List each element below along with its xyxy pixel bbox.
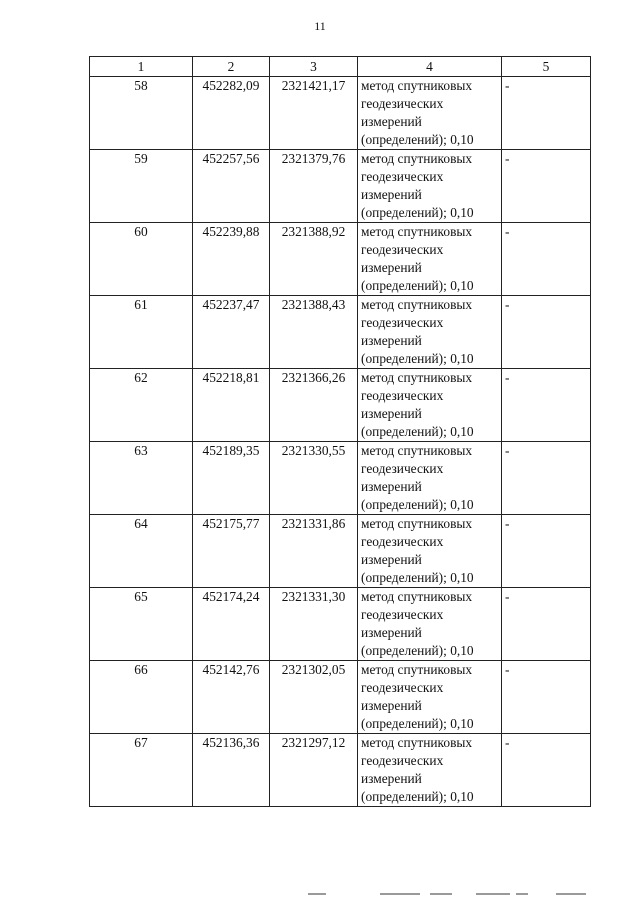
- method-line: (определений); 0,10: [361, 716, 474, 731]
- x-coordinate-cell: 452218,81: [193, 369, 270, 442]
- note-cell: -: [502, 77, 591, 150]
- method-line: измерений: [361, 260, 422, 275]
- point-number-cell: 61: [90, 296, 193, 369]
- method-cell: [358, 369, 502, 442]
- y-coordinate-cell: 2321302,05: [270, 661, 358, 734]
- point-number-cell: 67: [90, 734, 193, 807]
- note-cell: -: [502, 734, 591, 807]
- column-header: 4: [358, 57, 502, 77]
- method-line: геодезических: [361, 169, 444, 184]
- x-coordinate-cell: 452189,35: [193, 442, 270, 515]
- method-cell: [358, 661, 502, 734]
- method-line: геодезических: [361, 315, 444, 330]
- method-line: метод спутниковых: [361, 151, 473, 166]
- y-coordinate-cell: 2321366,26: [270, 369, 358, 442]
- x-coordinate-cell: 452257,56: [193, 150, 270, 223]
- method-line: метод спутниковых: [361, 297, 473, 312]
- method-line: метод спутниковых: [361, 662, 473, 677]
- page-number: 11: [314, 19, 326, 33]
- point-number-cell: 63: [90, 442, 193, 515]
- method-line: (определений); 0,10: [361, 789, 474, 804]
- y-coordinate-cell: 2321330,55: [270, 442, 358, 515]
- point-number-cell: 58: [90, 77, 193, 150]
- note-cell: -: [502, 442, 591, 515]
- method-line: геодезических: [361, 242, 444, 257]
- column-header: 2: [193, 57, 270, 77]
- method-line: геодезических: [361, 534, 444, 549]
- column-header: 3: [270, 57, 358, 77]
- method-line: измерений: [361, 552, 422, 567]
- table-row: [90, 150, 591, 223]
- method-line: (определений); 0,10: [361, 351, 474, 366]
- method-line: измерений: [361, 771, 422, 786]
- method-line: (определений); 0,10: [361, 424, 474, 439]
- method-cell: [358, 296, 502, 369]
- method-line: геодезических: [361, 753, 444, 768]
- method-line: измерений: [361, 479, 422, 494]
- note-cell: -: [502, 223, 591, 296]
- note-cell: -: [502, 588, 591, 661]
- method-line: (определений); 0,10: [361, 205, 474, 220]
- method-line: измерений: [361, 187, 422, 202]
- note-cell: -: [502, 369, 591, 442]
- method-line: метод спутниковых: [361, 443, 473, 458]
- method-line: геодезических: [361, 680, 444, 695]
- y-coordinate-cell: 2321331,86: [270, 515, 358, 588]
- column-header: 5: [502, 57, 591, 77]
- method-line: метод спутниковых: [361, 224, 473, 239]
- method-line: измерений: [361, 406, 422, 421]
- method-line: (определений); 0,10: [361, 643, 474, 658]
- x-coordinate-cell: 452237,47: [193, 296, 270, 369]
- method-cell: [358, 734, 502, 807]
- table-body: [90, 77, 591, 807]
- table-row: [90, 369, 591, 442]
- x-coordinate-cell: 452239,88: [193, 223, 270, 296]
- method-line: измерений: [361, 698, 422, 713]
- method-cell: [358, 588, 502, 661]
- point-number-cell: 64: [90, 515, 193, 588]
- method-line: (определений); 0,10: [361, 497, 474, 512]
- method-line: измерений: [361, 333, 422, 348]
- method-line: метод спутниковых: [361, 78, 473, 93]
- note-cell: -: [502, 661, 591, 734]
- y-coordinate-cell: 2321379,76: [270, 150, 358, 223]
- x-coordinate-cell: 452175,77: [193, 515, 270, 588]
- point-number-cell: 60: [90, 223, 193, 296]
- table-row: [90, 515, 591, 588]
- method-line: (определений); 0,10: [361, 570, 474, 585]
- method-line: метод спутниковых: [361, 516, 473, 531]
- x-coordinate-cell: 452174,24: [193, 588, 270, 661]
- method-cell: [358, 223, 502, 296]
- table-row: [90, 296, 591, 369]
- method-line: измерений: [361, 114, 422, 129]
- table-row: [90, 661, 591, 734]
- method-line: метод спутниковых: [361, 370, 473, 385]
- method-line: измерений: [361, 625, 422, 640]
- table-header-row: [90, 57, 591, 77]
- method-cell: [358, 150, 502, 223]
- table-row: [90, 223, 591, 296]
- y-coordinate-cell: 2321421,17: [270, 77, 358, 150]
- method-line: геодезических: [361, 607, 444, 622]
- method-line: геодезических: [361, 461, 444, 476]
- note-cell: -: [502, 515, 591, 588]
- method-cell: [358, 77, 502, 150]
- footer-scan-marks: [300, 893, 600, 897]
- y-coordinate-cell: 2321297,12: [270, 734, 358, 807]
- method-cell: [358, 442, 502, 515]
- coordinates-table: [89, 56, 591, 807]
- point-number-cell: 65: [90, 588, 193, 661]
- method-line: (определений); 0,10: [361, 132, 474, 147]
- column-header: 1: [90, 57, 193, 77]
- point-number-cell: 59: [90, 150, 193, 223]
- method-cell: [358, 515, 502, 588]
- method-line: (определений); 0,10: [361, 278, 474, 293]
- x-coordinate-cell: 452136,36: [193, 734, 270, 807]
- table-row: [90, 77, 591, 150]
- note-cell: -: [502, 296, 591, 369]
- y-coordinate-cell: 2321388,43: [270, 296, 358, 369]
- point-number-cell: 62: [90, 369, 193, 442]
- x-coordinate-cell: 452282,09: [193, 77, 270, 150]
- table-row: [90, 588, 591, 661]
- table-row: [90, 442, 591, 515]
- method-line: метод спутниковых: [361, 735, 473, 750]
- y-coordinate-cell: 2321331,30: [270, 588, 358, 661]
- x-coordinate-cell: 452142,76: [193, 661, 270, 734]
- table-row: [90, 734, 591, 807]
- method-line: геодезических: [361, 96, 444, 111]
- method-line: геодезических: [361, 388, 444, 403]
- y-coordinate-cell: 2321388,92: [270, 223, 358, 296]
- note-cell: -: [502, 150, 591, 223]
- method-line: метод спутниковых: [361, 589, 473, 604]
- point-number-cell: 66: [90, 661, 193, 734]
